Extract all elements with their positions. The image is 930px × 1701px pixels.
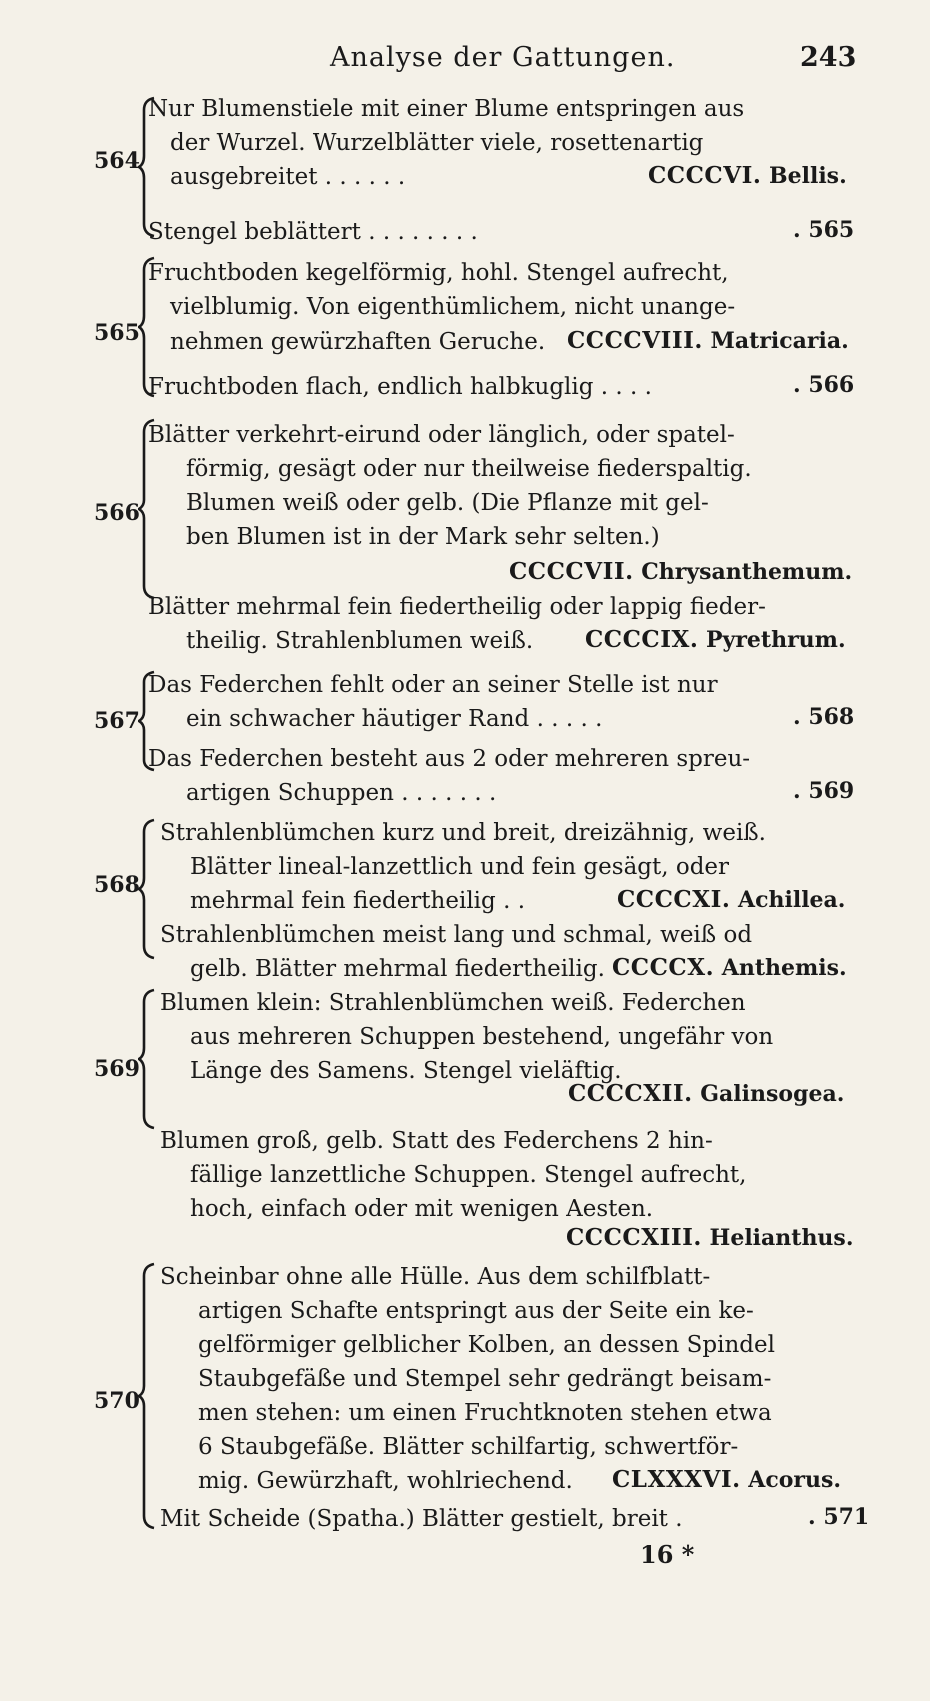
entry-text-line: Stengel beblättert . . . . . . . . [148,219,478,245]
entry-text-line: men stehen: um einen Fruchtknoten stehen etwa [198,1400,772,1426]
entry-text-line: Nur Blumenstiele mit einer Blume entspringen aus [148,96,745,122]
entry-text-line: Blätter mehrmal fein fiedertheilig oder lappig fieder- [148,594,766,620]
entry-reference: . 566 [793,372,855,398]
genus-numeral: CCCCVIII. [567,327,703,354]
genus-numeral: CCCCVII. [509,558,634,585]
entry-text-line: mig. Gewürzhaft, wohlriechend. [198,1468,573,1494]
genus-numeral: CLXXXVI. [612,1466,741,1493]
entry-text-line: der Wurzel. Wurzelblätter viele, rosettenartig [170,130,704,156]
entry-text-line: ein schwacher häutiger Rand . . . . . [186,706,603,732]
entry-text-line: gelb. Blätter mehrmal fiedertheilig. [190,956,605,982]
entry-text-line: Strahlenblümchen meist lang und schmal, weiß od [160,922,753,948]
entry-number: 567 [94,708,140,734]
entry-text-line: Fruchtboden kegelförmig, hohl. Stengel aufrecht, [148,260,729,286]
entry-text-line: aus mehreren Schuppen bestehend, ungefähr von [190,1024,774,1050]
entry-reference: . 568 [793,704,855,730]
signature-mark: 16 * [640,1540,695,1569]
entry-reference: . 565 [793,217,855,243]
entry-number: 570 [94,1388,140,1414]
entry-number: 565 [94,320,140,346]
genus-numeral: CCCCXI. [617,886,731,913]
entry-text-line: förmig, gesägt oder nur theilweise fiederspaltig. [186,456,752,482]
entry-text-line: theilig. Strahlenblumen weiß. [186,628,534,654]
entry-text-line: Staubgefäße und Stempel sehr gedrängt beisam- [198,1366,772,1392]
entry-text-line: nehmen gewürzhaften Geruche. [170,329,546,355]
genus-numeral: CCCCVI. [648,162,762,189]
genus-name: Pyrethrum. [706,627,846,653]
page-header [0,42,930,82]
page-number: 243 [800,42,857,73]
entry-text-line: Blumen groß, gelb. Statt des Federchens 2 hin- [160,1128,713,1154]
entry-text-line: Das Federchen fehlt oder an seiner Stelle ist nur [148,672,718,698]
entry-text-line: gelförmiger gelblicher Kolben, an dessen Spindel [198,1332,775,1358]
entry-text-line: fällige lanzettliche Schuppen. Stengel aufrecht, [190,1162,747,1188]
brace-icon [138,818,156,960]
entry-text-line: vielblumig. Von eigenthümlichem, nicht unange- [170,294,736,320]
brace-icon [138,1262,156,1530]
entry-text-line: Scheinbar ohne alle Hülle. Aus dem schilfblatt- [160,1264,711,1290]
entry-text-line: Blumen weiß oder gelb. (Die Pflanze mit gel- [186,490,709,516]
entry-text-line: ben Blumen ist in der Mark sehr selten.) [186,524,660,550]
genus-name: Helianthus. [709,1225,854,1251]
genus-name: Achillea. [738,887,846,913]
entry-text-line: Fruchtboden flach, endlich halbkuglig . . . . [148,374,652,400]
genus-name: Acorus. [748,1467,842,1493]
entry-reference: . 571 [808,1504,870,1530]
entry-text-line: artigen Schafte entspringt aus der Seite ein ke- [198,1298,754,1324]
genus-name: Chrysanthemum. [641,559,853,585]
genus-name: Bellis. [769,163,847,189]
entry-text-line: Blätter lineal-lanzettlich und fein gesägt, oder [190,854,730,880]
entry-text-line: Mit Scheide (Spatha.) Blätter gestielt, breit . [160,1506,683,1532]
entry-text-line: artigen Schuppen . . . . . . . [186,780,497,806]
genus-name: Matricaria. [710,328,849,354]
entry-text-line: Länge des Samens. Stengel vieläftig. [190,1058,622,1084]
genus-numeral: CCCCXIII. [566,1224,702,1251]
entry-number: 569 [94,1056,140,1082]
entry-reference: . 569 [793,778,855,804]
entry-text-line: ausgebreitet . . . . . . [170,164,406,190]
entry-text-line: Strahlenblümchen kurz und breit, dreizähnig, weiß. [160,820,766,846]
genus-numeral: CCCCXII. [568,1080,693,1107]
genus-numeral: CCCCIX. [585,626,699,653]
entry-number: 566 [94,500,140,526]
brace-icon [138,988,156,1130]
genus-name: Galinsogea. [700,1081,845,1107]
running-title: Analyse der Gattungen. [330,42,676,73]
genus-name: Anthemis. [721,955,847,981]
entry-text-line: mehrmal fein fiedertheilig . . [190,888,526,914]
entry-text-line: Blätter verkehrt-eirund oder länglich, oder spatel- [148,422,735,448]
entry-number: 564 [94,148,140,174]
entry-text-line: 6 Staubgefäße. Blätter schilfartig, schwertför- [198,1434,739,1460]
entry-text-line: hoch, einfach oder mit wenigen Aesten. [190,1196,654,1222]
genus-numeral: CCCCX. [612,954,715,981]
entry-number: 568 [94,872,140,898]
entry-text-line: Blumen klein: Strahlenblümchen weiß. Federchen [160,990,746,1016]
entry-text-line: Das Federchen besteht aus 2 oder mehreren spreu- [148,746,751,772]
